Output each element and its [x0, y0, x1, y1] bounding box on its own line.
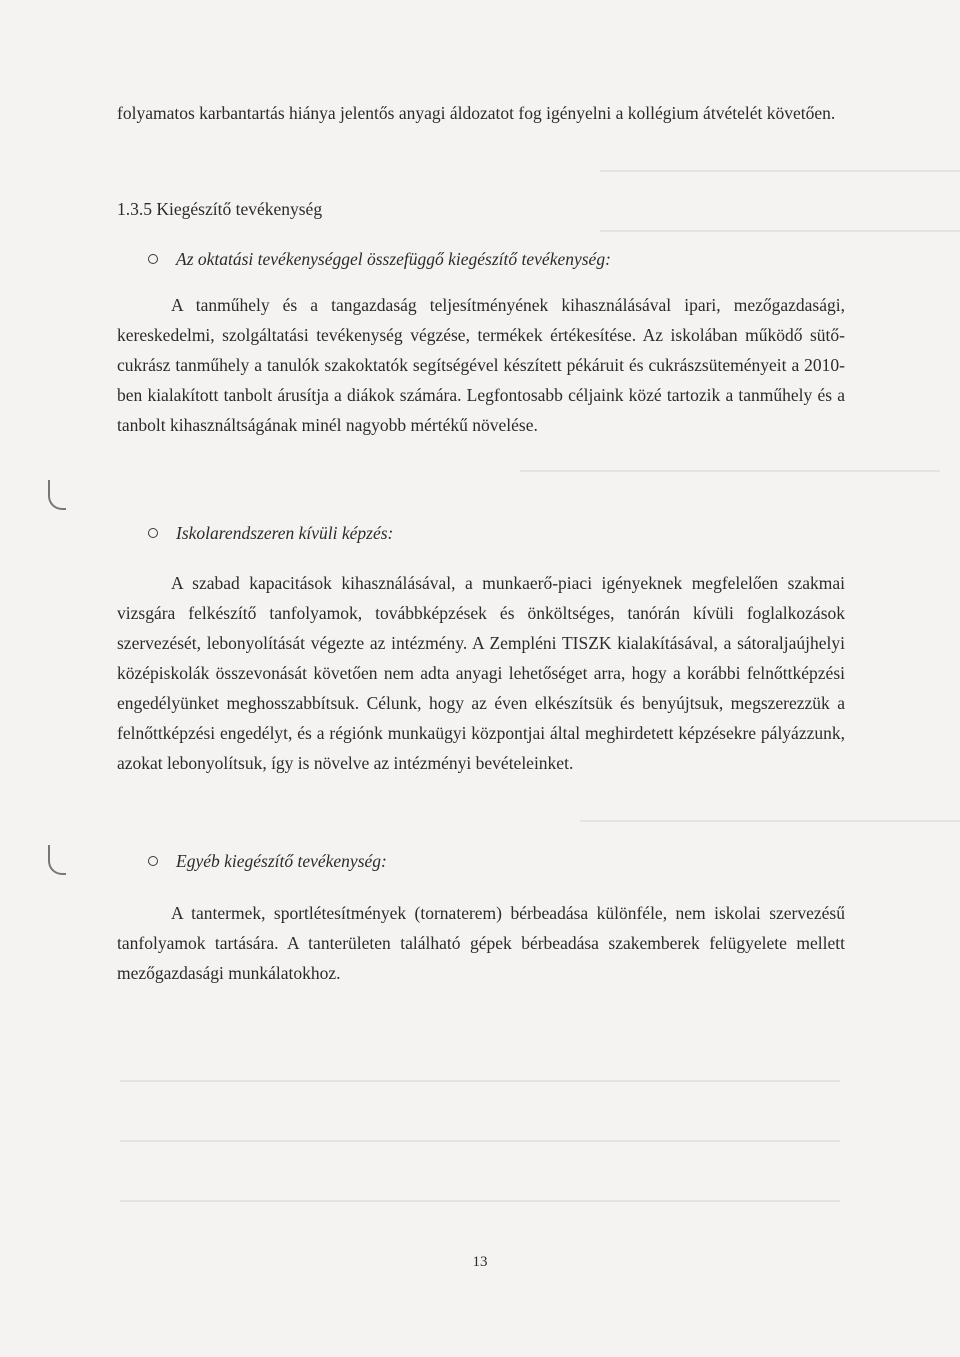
bleed-through-line — [120, 1140, 840, 1142]
bullet-circle-icon — [148, 856, 158, 866]
bullet-iskolarendszeren — [148, 518, 393, 548]
margin-mark — [48, 845, 66, 875]
egyeb-paragraph: A tantermek, sportlétesítmények (tornaterem) bérbeadása különféle, nem iskolai szervezésű tanfolyamok tartására. A tanterületen található gépek bérbeadása szakemberek felügyelete mellett mezőgazdasági munkálatokhoz. — [117, 903, 845, 983]
bullet-iskolarendszeren-label: Iskolarendszeren kívüli képzés: — [176, 523, 394, 543]
bullet-circle-icon — [148, 254, 158, 264]
bleed-through-line — [520, 470, 940, 472]
bleed-through-line — [600, 230, 960, 232]
intro-paragraph: folyamatos karbantartás hiánya jelentős anyagi áldozatot fog igényelni a kollégium átvételét követően. — [117, 103, 836, 123]
page-number: 13 — [472, 1254, 488, 1270]
section-heading: 1.3.5 Kiegészítő tevékenység — [117, 199, 323, 219]
bullet-oktatasi-label: Az oktatási tevékenységgel összefüggő kiegészítő tevékenység: — [176, 249, 611, 269]
bullet-oktatasi — [148, 244, 611, 274]
bleed-through-line — [600, 170, 960, 172]
bleed-through-line — [120, 1080, 840, 1082]
bullet-egyeb — [148, 846, 387, 876]
bleed-through-line — [120, 1200, 840, 1202]
bleed-through-line — [580, 820, 960, 822]
bullet-circle-icon — [148, 528, 158, 538]
margin-mark — [48, 480, 66, 510]
iskolarendszeren-paragraph: A szabad kapacitások kihasználásával, a munkaerő-piaci igényeknek megfelelően szakmai vizsgára felkészítő tanfolyamok, továbbképzések és önköltséges, tanórán kívüli foglalkozások szervezését, lebonyolítását végezte az intézmény. A Zempléni TISZK kialakításával, a sátoraljaújhelyi középiskolák összevonását követően nem adta anyagi lehetőséget arra, hogy a korábbi felnőttképzési engedélyünket meghosszabbítsuk. Célunk, hogy az éven elkészítsük és benyújtsuk, megszerezzük a felnőttképzési engedélyt, és a régiónk munkaügyi központjai által meghirdetett képzésekre pályázzunk, azokat lebonyolítsuk, így is növelve az intézményi bevételeinket. — [117, 573, 845, 773]
tanmuhely-paragraph: A tanműhely és a tangazdaság teljesítményének kihasználásával ipari, mezőgazdasági, kereskedelmi, szolgáltatási tevékenység végzése, termékek értékesítése. Az iskolában működő sütő-cukrász tanműhely a tanulók szakoktatók segítségével készített pékáruit és cukrászsüteményeit a 2010-ben kialakított tanbolt árusítja a diákok számára. Legfontosabb céljaink közé tartozik a tanműhely és a tanbolt kihasználtságának minél nagyobb mértékű növelése. — [117, 295, 845, 435]
bullet-egyeb-label: Egyéb kiegészítő tevékenység: — [176, 851, 387, 871]
